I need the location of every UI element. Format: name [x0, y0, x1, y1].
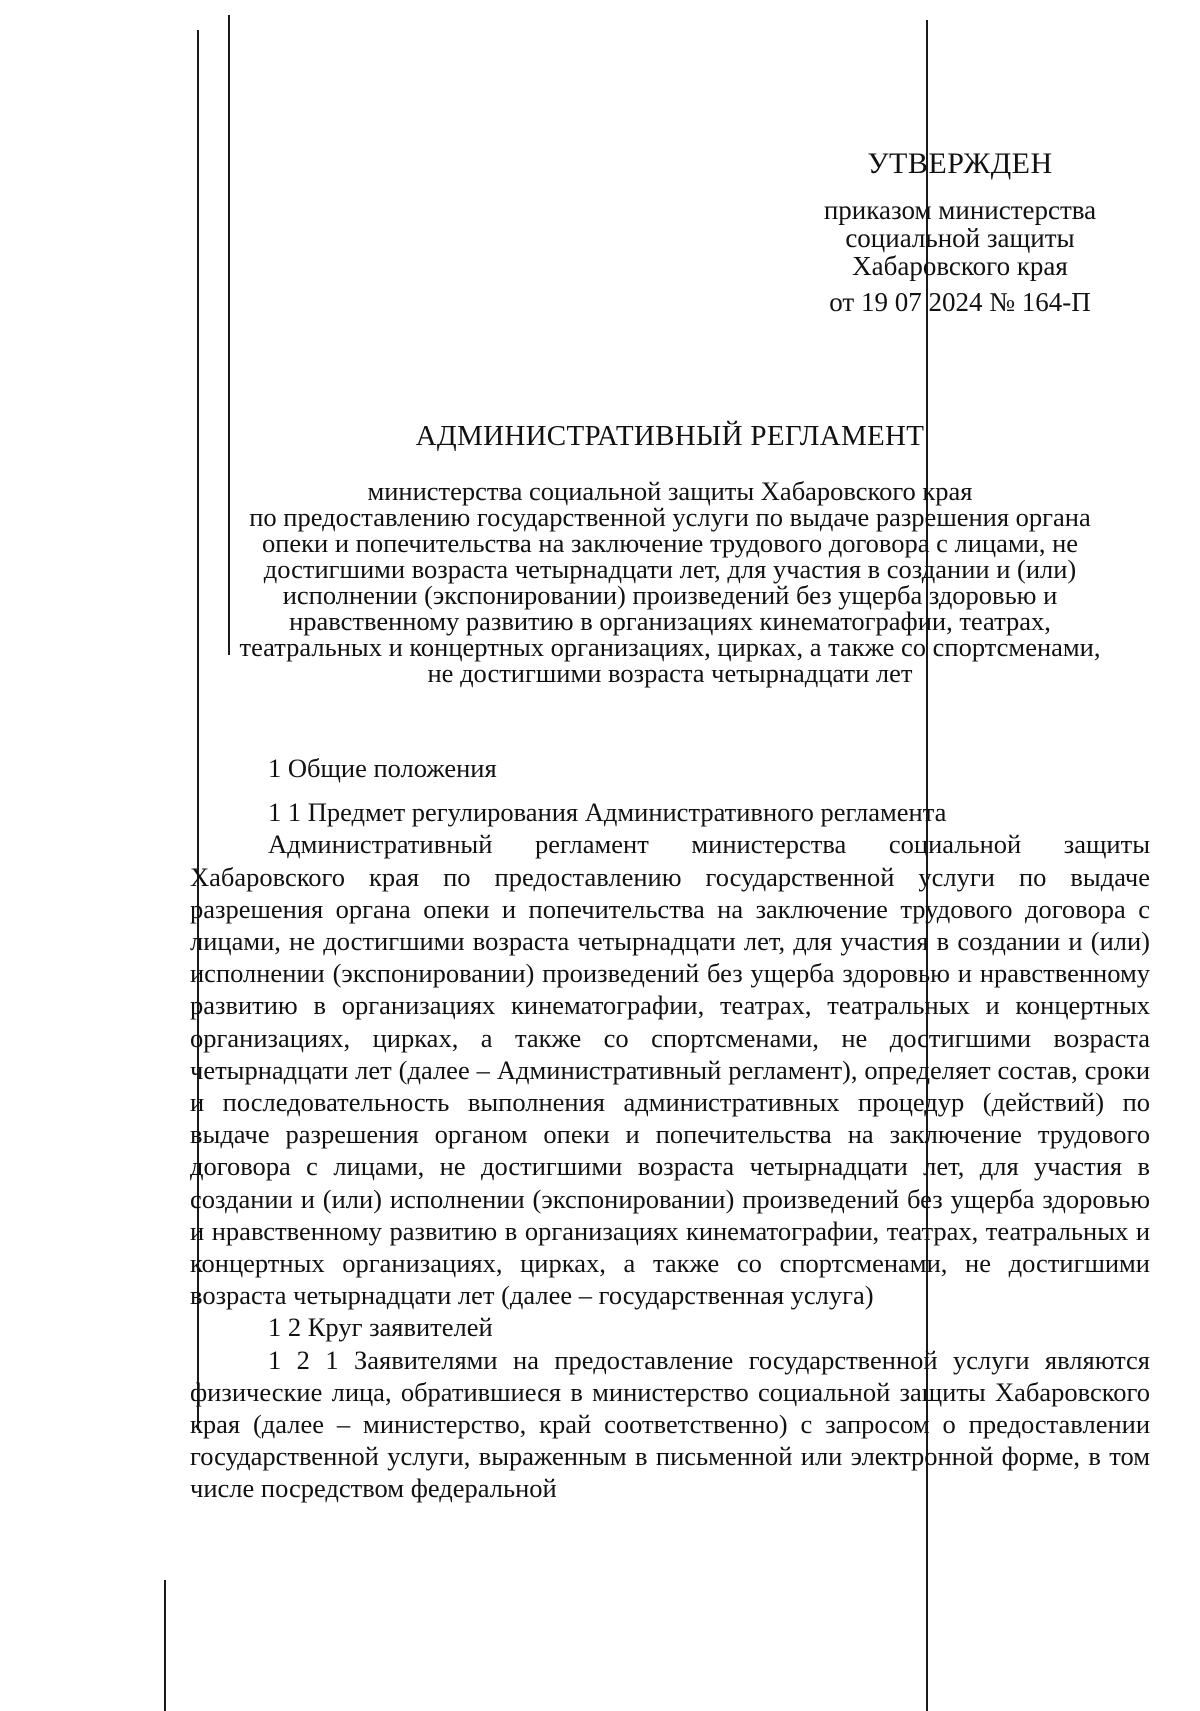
subtitle-line: опеки и попечительства на заключение трудового договора с лицами, не	[261, 528, 1079, 558]
paragraph: 1 2 1 Заявителями на предоставление государственной услуги являются физические лица, обратившиеся в министерство социальной защиты Хабаровского края (далее – министерство, край соответственно) с запросом о предоставлении государственной услуги, выраженным в письменной или электронной форме, в том числе посредством федеральной	[190, 1344, 1150, 1504]
approval-line: социальной защиты	[845, 223, 1075, 253]
subtitle-line: по предоставлению государственной услуги по выдаче разрешения органа	[249, 502, 1091, 532]
scan-line-left-bottom	[164, 1580, 166, 1711]
subtitle-line: театральных и концертных организациях, цирках, а также со спортсменами,	[239, 632, 1101, 662]
approval-line: Хабаровского края	[852, 251, 1068, 281]
approval-title: УТВЕРЖДЕН	[867, 147, 1053, 180]
subtitle-line: достигшими возраста четырнадцати лет, для участия в создании и (или)	[263, 554, 1077, 584]
subtitle-line: исполнении (экспонировании) произведений без ущерба здоровью и	[282, 580, 1058, 610]
subtitle-line: министерства социальной защиты Хабаровского края	[367, 476, 973, 506]
subsection-heading: 1 2 Круг заявителей	[268, 1312, 493, 1343]
approval-date-number: от 19 07 2024 № 164-П	[829, 287, 1091, 317]
document-title: АДМИНИСТРАТИВНЫЙ РЕГЛАМЕНТ	[415, 420, 925, 452]
subsection-heading: 1 1 Предмет регулирования Административного регламента	[268, 797, 947, 828]
section-heading: 1 Общие положения	[268, 753, 497, 783]
subtitle-line: нравственному развитию в организациях кинематографии, театрах,	[289, 606, 1051, 636]
document-body	[190, 752, 1150, 1505]
approval-block	[780, 147, 1140, 317]
paragraph: Административный регламент министерства социальной защиты Хабаровского края по предоставлению государственной услуги по выдаче разрешения органа опеки и попечительства на заключение трудового договора с лицами, не достигшими возраста четырнадцати лет, для участия в создании и (или) исполнении (экспонировании) произведений без ущерба здоровью и нравственному развитию в организациях кинематографии, театрах, театральных и концертных организациях, цирках, а также со спортсменами, не достигшими возраста четырнадцати лет (далее – Административный регламент), определяет состав, сроки и последовательность выполнения административных процедур (действий) по выдаче разрешения органом опеки и попечительства на заключение трудового договора с лицами, не достигшими возраста четырнадцати лет, для участия в создании и (или) исполнении (экспонировании) произведений без ущерба здоровью и нравственному развитию в организациях кинематографии, театрах, театральных и концертных организациях, цирках, а также со спортсменами, не достигшими возраста четырнадцати лет (далее – государственная услуга)	[190, 829, 1150, 1311]
document-subtitle	[200, 478, 1140, 686]
subtitle-line: не достигшими возраста четырнадцати лет	[427, 658, 913, 688]
approval-line: приказом министерства	[823, 195, 1097, 225]
